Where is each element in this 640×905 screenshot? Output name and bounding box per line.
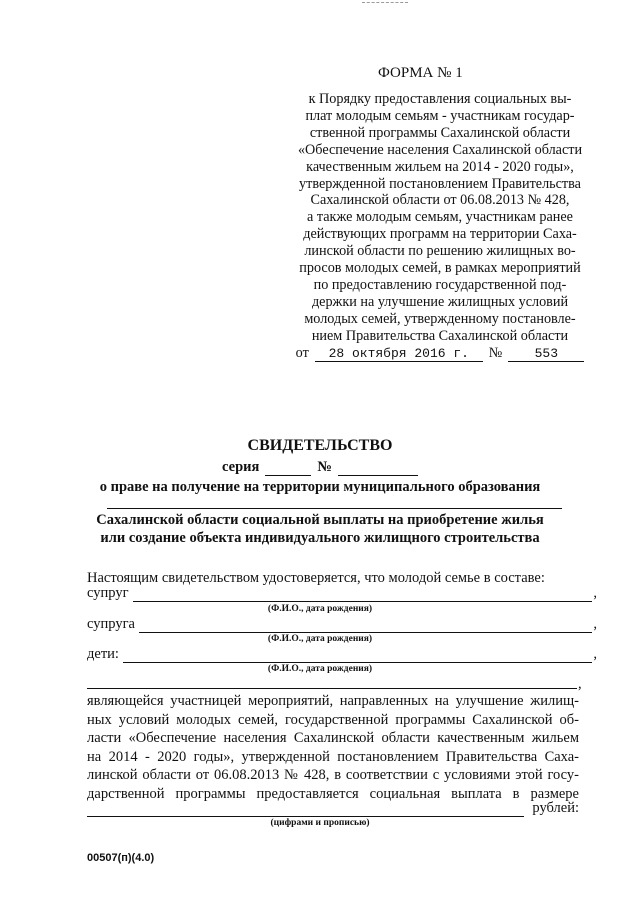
date-prefix: от [295, 344, 309, 361]
body-paragraph [87, 692, 579, 804]
scan-artifact [362, 2, 408, 4]
form-title: ФОРМА № 1 [378, 65, 463, 81]
amount-row [87, 800, 579, 817]
certificate-number-field[interactable] [338, 461, 418, 476]
body-intro: Настоящим свидетельством удостоверяется, что молодой семье в составе: [87, 570, 545, 586]
annex-line: действующих программ на территории Саха- [303, 226, 577, 243]
annex-line: Сахалинской области от 06.08.2013 № 428, [310, 192, 570, 209]
amount-caption: (цифрами и прописью) [270, 818, 370, 828]
annex-line: к Порядку предоставления социальных вы- [308, 91, 572, 107]
husband-comma: , [593, 585, 597, 601]
certificate-region-text [0, 511, 640, 547]
certificate-number-label: № [317, 459, 332, 475]
resolution-dateline [270, 345, 610, 362]
wife-label: супруга [87, 616, 135, 632]
husband-caption: (Ф.И.О., дата рождения) [267, 604, 373, 614]
paragraph-line: линской области от 06.08.2013 № 428, в соответствии с условиями этой госу- [87, 767, 579, 784]
annex-line: утвержденной постановлением Правительства [299, 175, 581, 192]
series-field[interactable] [265, 461, 311, 476]
children-comma: , [593, 646, 597, 662]
wife-caption: (Ф.И.О., дата рождения) [267, 634, 373, 644]
children-field[interactable] [123, 648, 592, 663]
husband-label: супруг [87, 585, 129, 601]
region-line: или создание объекта индивидуального жилищного строительства [100, 530, 540, 546]
annex-line: по предоставлению государственной под- [313, 276, 567, 293]
certificate-right-text: о праве на получение на территории муниципального образования [99, 479, 541, 495]
paragraph-line: ных условий молодых семей, государственной программы Сахалинской об- [87, 711, 579, 728]
resolution-number-label: № [488, 344, 503, 361]
paragraph-line: ласти «Обеспечение населения Сахалинской области качественным жильем [87, 730, 579, 747]
annex-line: качественным жильем на 2014 - 2020 годы», [306, 158, 574, 175]
resolution-date: 28 октября 2016 г. [315, 347, 483, 362]
paragraph-line: на 2014 - 2020 годы», утвержденной постановлением Правительства Саха- [87, 748, 579, 765]
children-label: дети: [87, 646, 119, 662]
wife-field[interactable] [139, 618, 592, 633]
wife-row [87, 616, 597, 633]
annex-line: ственной программы Сахалинской области [309, 124, 571, 141]
wife-comma: , [593, 616, 597, 632]
series-line [0, 459, 640, 476]
annex-line: а также молодым семьям, участникам ранее [307, 209, 573, 226]
paragraph-line: являющейся участницей мероприятий, направленных на улучшение жилищ- [87, 693, 579, 709]
children-extra-comma: , [578, 676, 582, 692]
annex-line: молодых семей, утвержденному постановле- [304, 310, 576, 327]
children-extra-field[interactable] [87, 688, 577, 689]
annex-line: «Обеспечение населения Сахалинской области [297, 141, 583, 158]
certificate-title: СВИДЕТЕЛЬСТВО [247, 437, 393, 454]
form-code: 00507(п)(4.0) [87, 852, 155, 864]
annex-line: нием Правительства Сахалинской области [311, 327, 569, 344]
resolution-number: 553 [508, 347, 584, 362]
husband-field[interactable] [133, 587, 593, 602]
amount-field[interactable] [87, 802, 524, 817]
annex-block [270, 91, 610, 362]
annex-line: линской области по решению жилищных во- [304, 243, 576, 260]
municipality-field[interactable] [107, 508, 562, 509]
children-row [87, 646, 597, 663]
currency-label: рублей: [532, 800, 579, 816]
annex-line: просов молодых семей, в рамках мероприятий [299, 260, 581, 277]
husband-row [87, 585, 597, 602]
series-label: серия [222, 459, 260, 475]
region-line: Сахалинской области социальной выплаты на приобретение жилья [96, 512, 544, 528]
annex-line: держки на улучшение жилищных условий [311, 293, 569, 310]
children-caption: (Ф.И.О., дата рождения) [267, 664, 373, 674]
annex-line: плат молодым семьям - участникам государ- [305, 107, 575, 124]
paragraph-line: дарственной программы предоставляется социальная выплата в размере [87, 785, 579, 802]
